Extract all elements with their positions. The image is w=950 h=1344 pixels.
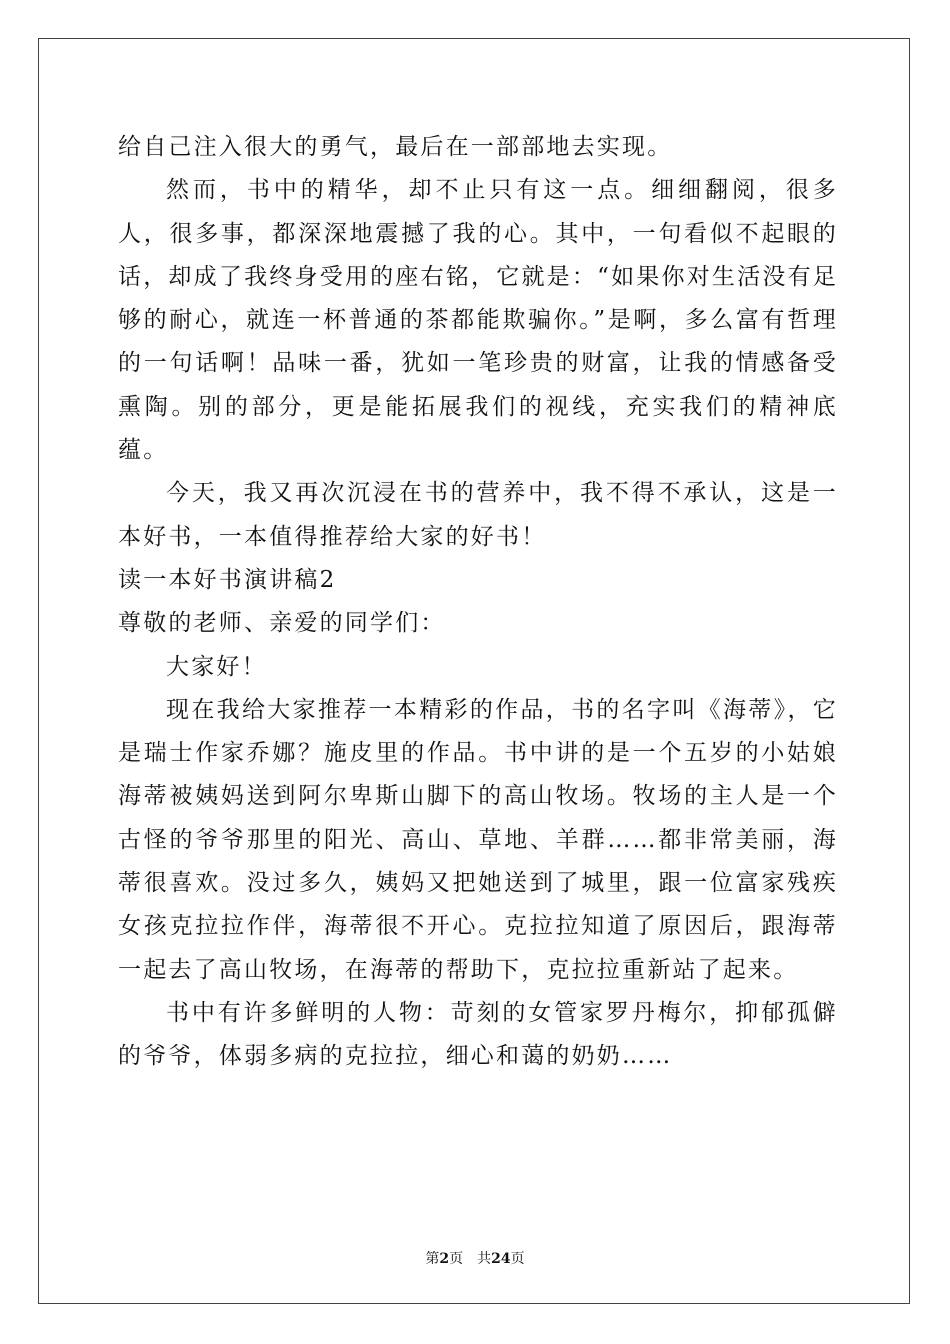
total-suffix: 页	[510, 1251, 525, 1267]
page-suffix: 页	[449, 1251, 464, 1267]
page-prefix: 第	[425, 1251, 440, 1267]
salutation: 尊敬的老师、亲爱的同学们：	[118, 610, 446, 637]
section-heading: 读一本好书演讲稿2	[118, 566, 337, 593]
page-number: 2	[439, 1251, 450, 1267]
paragraph: 给自己注入很大的勇气，最后在一部部地去实现。	[118, 134, 673, 160]
paragraph: 然而，书中的精华，却不止只有这一点。细细翻阅，很多人，很多事，都深深地震撼了我的心。其中，一句看似不起眼的话，却成了我终身受用的座右铭，它就是：“如果你对生活没有足够的耐心，就连一杯普通的茶都能欺骗你。”是啊，多么富有哲理的一句话啊！品味一番，犹如一笔珍贵的财富，让我的情感备受熏陶。别的部分，更是能拓展我们的视线，充实我们的精神底蕴。	[118, 177, 838, 464]
total-pages: 24	[491, 1251, 511, 1267]
paragraph: 书中有许多鲜明的人物：苛刻的女管家罗丹梅尔，抑郁孤僻的爷爷，体弱多病的克拉拉，细心和蔼的奶奶……	[118, 999, 838, 1070]
page-footer	[0, 1248, 950, 1268]
greeting: 大家好！	[166, 653, 267, 680]
document-body	[118, 126, 838, 1079]
paragraph: 今天，我又再次沉浸在书的营养中，我不得不承认，这是一本好书，一本值得推荐给大家的好书！	[118, 480, 838, 550]
total-prefix: 共	[477, 1251, 492, 1267]
paragraph: 现在我给大家推荐一本精彩的作品，书的名字叫《海蒂》，它是瑞士作家乔娜？施皮里的作品。书中讲的是一个五岁的小姑娘海蒂被姨妈送到阿尔卑斯山脚下的高山牧场。牧场的主人是一个古怪的爷爷那里的阳光、高山、草地、羊群……都非常美丽，海蒂很喜欢。没过多久，姨妈又把她送到了城里，跟一位富家残疾女孩克拉拉作伴，海蒂很不开心。克拉拉知道了原因后，跟海蒂一起去了高山牧场，在海蒂的帮助下，克拉拉重新站了起来。	[118, 696, 838, 983]
